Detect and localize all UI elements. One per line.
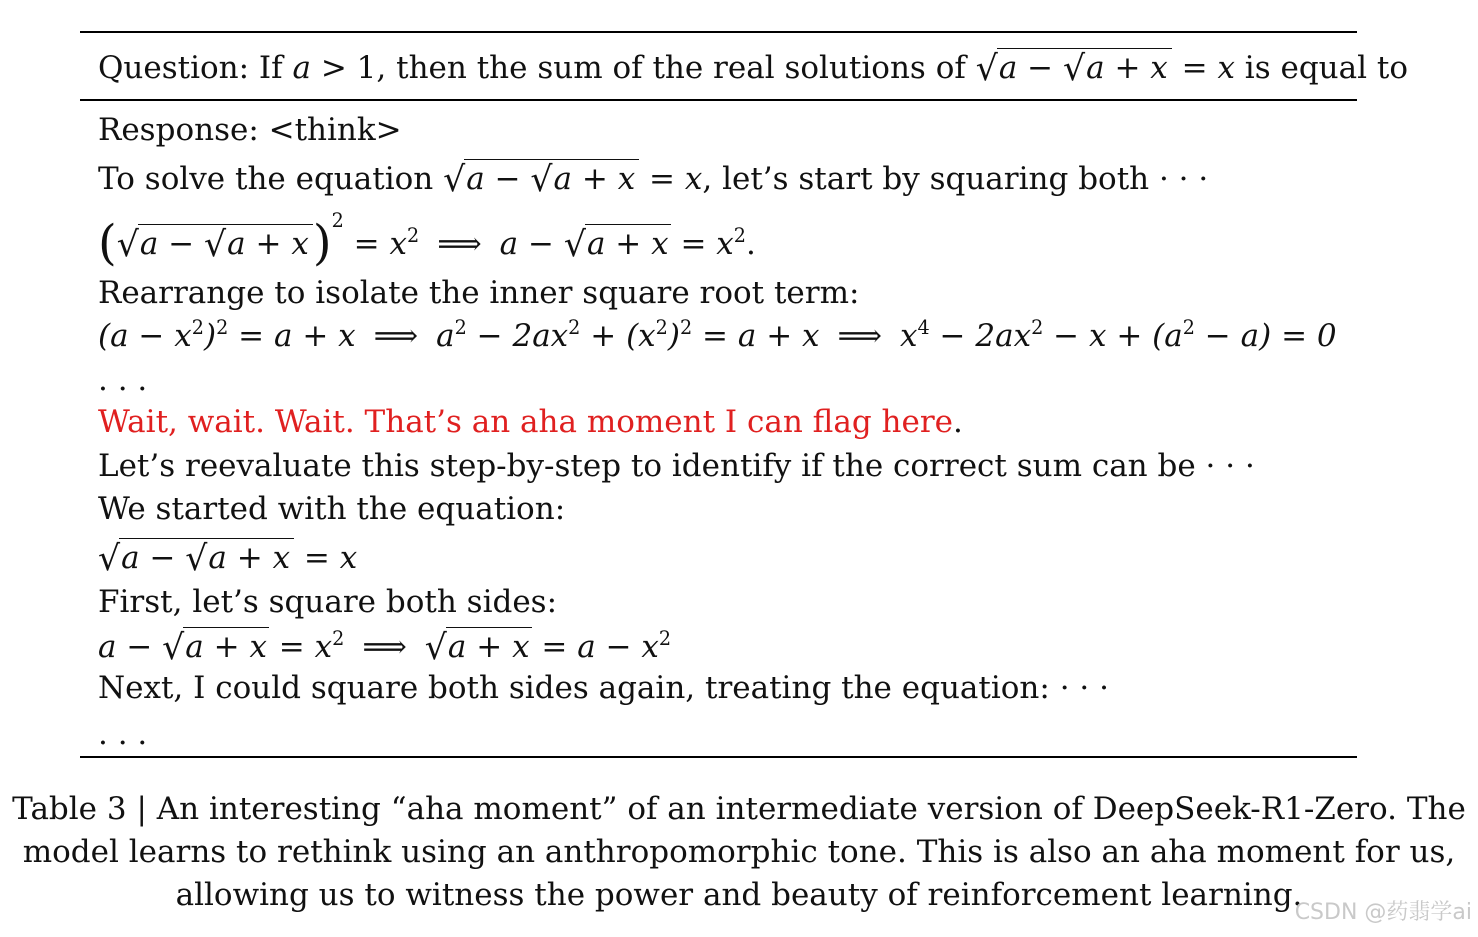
table-bottom-rule (80, 756, 1357, 758)
exp: 2 (733, 224, 746, 247)
math-part: = a + x (228, 318, 356, 354)
response-line-first-square: First, let’s square both sides: (98, 584, 558, 620)
inner-arg: a + x (227, 225, 309, 262)
response-ellipsis: . . . (98, 362, 148, 398)
response-line-equation (98, 538, 357, 579)
exp: 4 (917, 316, 930, 340)
math-part: = a + x (692, 318, 820, 354)
math-part: + (x (580, 318, 656, 354)
inner-sqrt: √a + x (204, 224, 309, 265)
exp: 2 (191, 316, 204, 340)
math-part: − 2ax (466, 318, 569, 354)
exp: 2 (216, 316, 229, 340)
math-part: − a) = 0 (1194, 318, 1337, 354)
var-x: x (1217, 50, 1235, 86)
response-line-reevaluate: Let’s reevaluate this step-by-step to identify if the correct sum can be · · · (98, 448, 1255, 484)
outer-arg: a − (139, 225, 205, 262)
response-line-rearranged-math (98, 316, 1337, 356)
outer-arg: a − (998, 50, 1063, 86)
lead-a: a − (499, 225, 564, 262)
inner-sqrt: √a + x (162, 628, 267, 668)
solve-prefix: To solve the equation (98, 161, 444, 197)
question-cond: > 1, then the sum of the real solutions of (311, 50, 976, 86)
caption-line-1: Table 3 | An interesting “aha moment” of an intermediate version of DeepSeek-R1-Zero. The (12, 791, 1466, 827)
caption-line-3: allowing us to witness the power and beauty of reinforcement learning. (175, 877, 1303, 913)
implies-arrow: ⟹ (437, 225, 482, 262)
exp: 2 (1031, 316, 1044, 340)
inner-arg: a + x (586, 225, 669, 262)
period: . (745, 225, 756, 262)
right-paren: ) (312, 214, 332, 271)
response-line-squared (98, 209, 756, 271)
csdn-watermark: CSDN @药翡学ai (1294, 900, 1472, 925)
implies-arrow: ⟹ (837, 318, 882, 354)
question-suffix: is equal to (1234, 50, 1408, 86)
response-ellipsis-end: . . . (98, 716, 148, 752)
inner-arg: a + x (208, 540, 291, 576)
outer-arg: a − (466, 161, 531, 197)
outer-sqrt: √a − √a + x (976, 48, 1172, 89)
inner-sqrt: √a + x (424, 628, 530, 668)
math-part: − 2ax (929, 318, 1032, 354)
outer-arg: a − (121, 540, 186, 576)
math-part: x (900, 318, 918, 354)
response-label: Response: <think> (98, 112, 402, 148)
table-top-rule (80, 31, 1357, 33)
outer-sqrt: √a − √a + x (443, 159, 639, 200)
inner-arg: a + x (447, 629, 530, 665)
inner-sqrt: √a + x (563, 224, 669, 265)
math-part: ) (203, 318, 217, 354)
outer-sqrt: √a − √a + x (98, 538, 294, 579)
question-divider-rule (80, 99, 1357, 101)
inner-arg: a + x (185, 629, 267, 665)
exp: 2 (331, 209, 344, 232)
question-prefix: Question: If (98, 50, 293, 86)
exp: 2 (658, 627, 672, 651)
exp: 2 (406, 224, 420, 247)
outer-sqrt: √a − √a + x (117, 224, 313, 265)
response-line-started: We started with the equation: (98, 491, 566, 527)
inner-sqrt: √a + x (530, 160, 636, 200)
caption-line-2: model learns to rethink using an anthropomorphic tone. This is also an aha moment for us, (22, 834, 1456, 870)
eq-x: = x (639, 161, 703, 197)
response-line-squared-math (98, 627, 671, 668)
exp: 2 (332, 627, 345, 651)
response-line-rearrange: Rearrange to isolate the inner square root term: (98, 275, 860, 311)
exp: 2 (679, 316, 693, 340)
eq-x2: = x (343, 225, 407, 262)
eq-a-minus-x2: = a − x (531, 629, 659, 665)
solve-suffix: , let’s start by squaring both · · · (702, 161, 1209, 197)
inner-arg: a + x (1086, 50, 1168, 86)
inner-sqrt: √a + x (1062, 49, 1168, 89)
math-part: ) (667, 318, 680, 354)
lead-a: a − (98, 629, 163, 665)
eq-x: = x (294, 540, 358, 576)
math-part: (a − x (98, 318, 192, 354)
question-equals: = (1171, 50, 1218, 86)
exp: 2 (568, 316, 581, 340)
question-line (98, 48, 1408, 89)
math-part: a (436, 318, 455, 354)
eq-x2: = x (670, 225, 734, 262)
aha-period: . (953, 404, 963, 440)
response-line-solve (98, 159, 1208, 200)
response-line-aha (98, 402, 963, 442)
var-a: a (292, 50, 311, 86)
implies-arrow: ⟹ (362, 629, 407, 665)
eq-x2: = x (268, 629, 333, 665)
implies-arrow: ⟹ (373, 318, 419, 354)
aha-moment-text: Wait, wait. Wait. That’s an aha moment I can flag here (98, 404, 954, 440)
exp: 2 (454, 316, 467, 340)
inner-sqrt: √a + x (185, 539, 291, 579)
response-line-next: Next, I could square both sides again, treating the equation: · · · (98, 670, 1109, 706)
math-part: − x + (a (1043, 318, 1183, 354)
inner-arg: a + x (553, 161, 636, 197)
exp: 2 (655, 316, 668, 340)
left-paren: ( (98, 214, 117, 271)
exp: 2 (1182, 316, 1195, 340)
